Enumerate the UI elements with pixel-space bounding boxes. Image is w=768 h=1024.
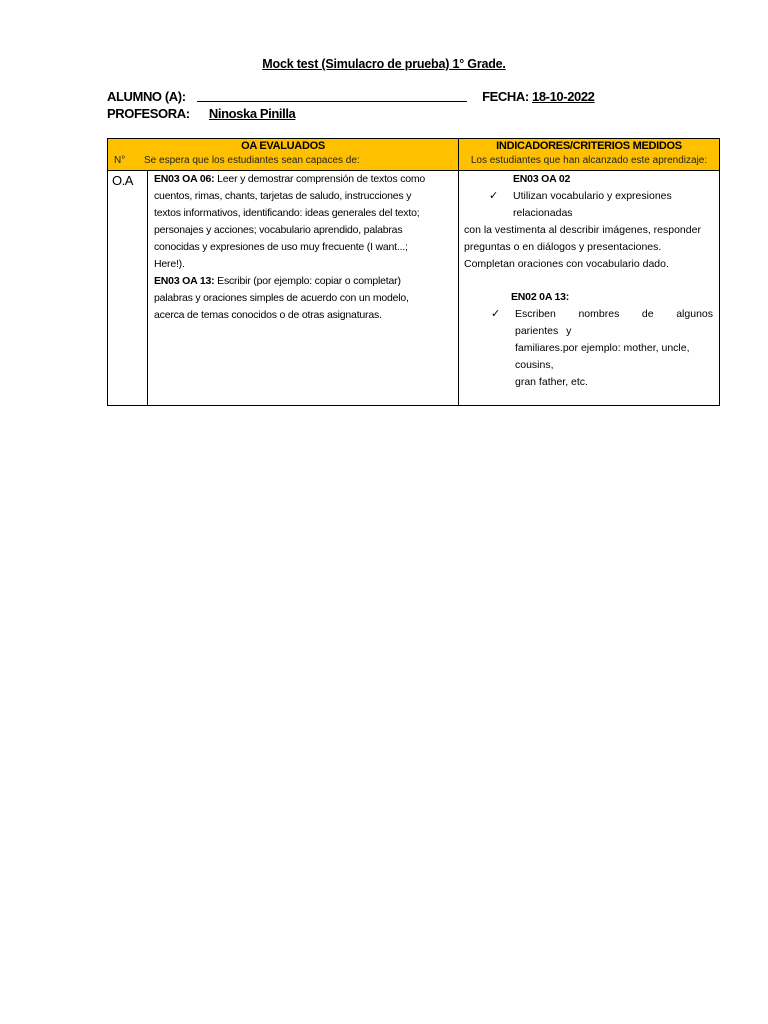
checkmark-icon: ✓ — [491, 308, 501, 320]
oa06-text-6: Here!). — [154, 258, 185, 270]
checkmark-icon: ✓ — [489, 190, 499, 202]
indicator-2-block — [464, 306, 713, 391]
oa-label-cell: O.A — [108, 171, 148, 406]
table-header-row — [108, 139, 720, 171]
indicator-2-text-3: gran father, etc. — [515, 376, 588, 388]
oa06-text-4: personajes y acciones; vocabulario aprendido, palabras — [154, 224, 403, 236]
table-row — [108, 171, 720, 406]
indicator-2-title: EN02 0A 13: — [511, 291, 570, 303]
indicadores-subtitle: Los estudiantes que han alcanzado este aprendizaje: — [470, 155, 708, 166]
oa06-text-5: conocidas y expresiones de uso muy frecuente (I want...; — [154, 241, 408, 253]
oa06-code: EN03 OA 06: — [154, 173, 215, 185]
oa06-text-1: Leer y demostrar comprensión de textos como — [214, 173, 426, 185]
oa13-text-1: Escribir (por ejemplo: copiar o completar) — [214, 275, 401, 287]
oa06-line — [154, 171, 454, 188]
oa06-text-2: cuentos, rimas, chants, tarjetas de saludo, instrucciones y — [154, 190, 412, 202]
oa13-code: EN03 OA 13: — [154, 275, 215, 287]
profesora-label: PROFESORA: — [107, 106, 190, 121]
oa13-text-2: palabras y oraciones simples de acuerdo con un modelo, — [154, 292, 409, 304]
oa-evaluados-subtitle-text: Se espera que los estudiantes sean capaces de: — [144, 155, 360, 166]
oa06-text-3: textos informativos, identificando: ideas generales del texto; — [154, 207, 420, 219]
cell-bottom-spacer — [464, 391, 713, 405]
indicadores-title: INDICADORES/CRITERIOS MEDIDOS — [496, 140, 682, 152]
oa13-text-3: acerca de temas conocidos o de otras asignaturas. — [154, 309, 382, 321]
indicator-2-text — [515, 306, 713, 391]
indicator-1-title: EN03 OA 02 — [513, 173, 571, 185]
indicator-2-text-1: Escriben nombres de algunos parientes y — [515, 308, 713, 337]
oa-evaluados-header — [108, 139, 459, 171]
indicadores-header — [459, 139, 720, 171]
indicator-1-line-1 — [464, 188, 713, 222]
document-title: Mock test (Simulacro de prueba) 1° Grade. — [262, 57, 506, 71]
indicator-1-text-1: Utilizan vocabulario y expresiones relacionadas — [513, 190, 672, 219]
alumno-line — [107, 89, 595, 104]
alumno-label: ALUMNO (A): — [107, 89, 186, 104]
indicadores-cell — [459, 171, 720, 406]
oa-evaluados-subtitle — [108, 154, 458, 168]
profesora-name: Ninoska Pinilla — [208, 106, 296, 121]
indicator-2-text-2: familiares.por ejemplo: mother, uncle, cousins, — [515, 342, 690, 371]
indicator-1-text-2: con la vestimenta al describir imágenes, responder — [464, 224, 701, 236]
number-column-label: N° — [114, 155, 126, 166]
fecha-label: FECHA: — [482, 89, 529, 104]
alumno-name-blank — [197, 100, 467, 102]
oa-evaluados-title: OA EVALUADOS — [241, 140, 325, 152]
indicator-1-text-4: Completan oraciones con vocabulario dado. — [464, 258, 669, 270]
indicator-1-text-3: preguntas o en diálogos y presentaciones. — [464, 241, 662, 253]
oa-table — [107, 138, 720, 406]
oa-evaluados-cell — [148, 171, 459, 406]
oa13-line — [154, 273, 454, 290]
fecha-value: 18-10-2022 — [532, 89, 595, 104]
profesora-line — [107, 106, 295, 121]
